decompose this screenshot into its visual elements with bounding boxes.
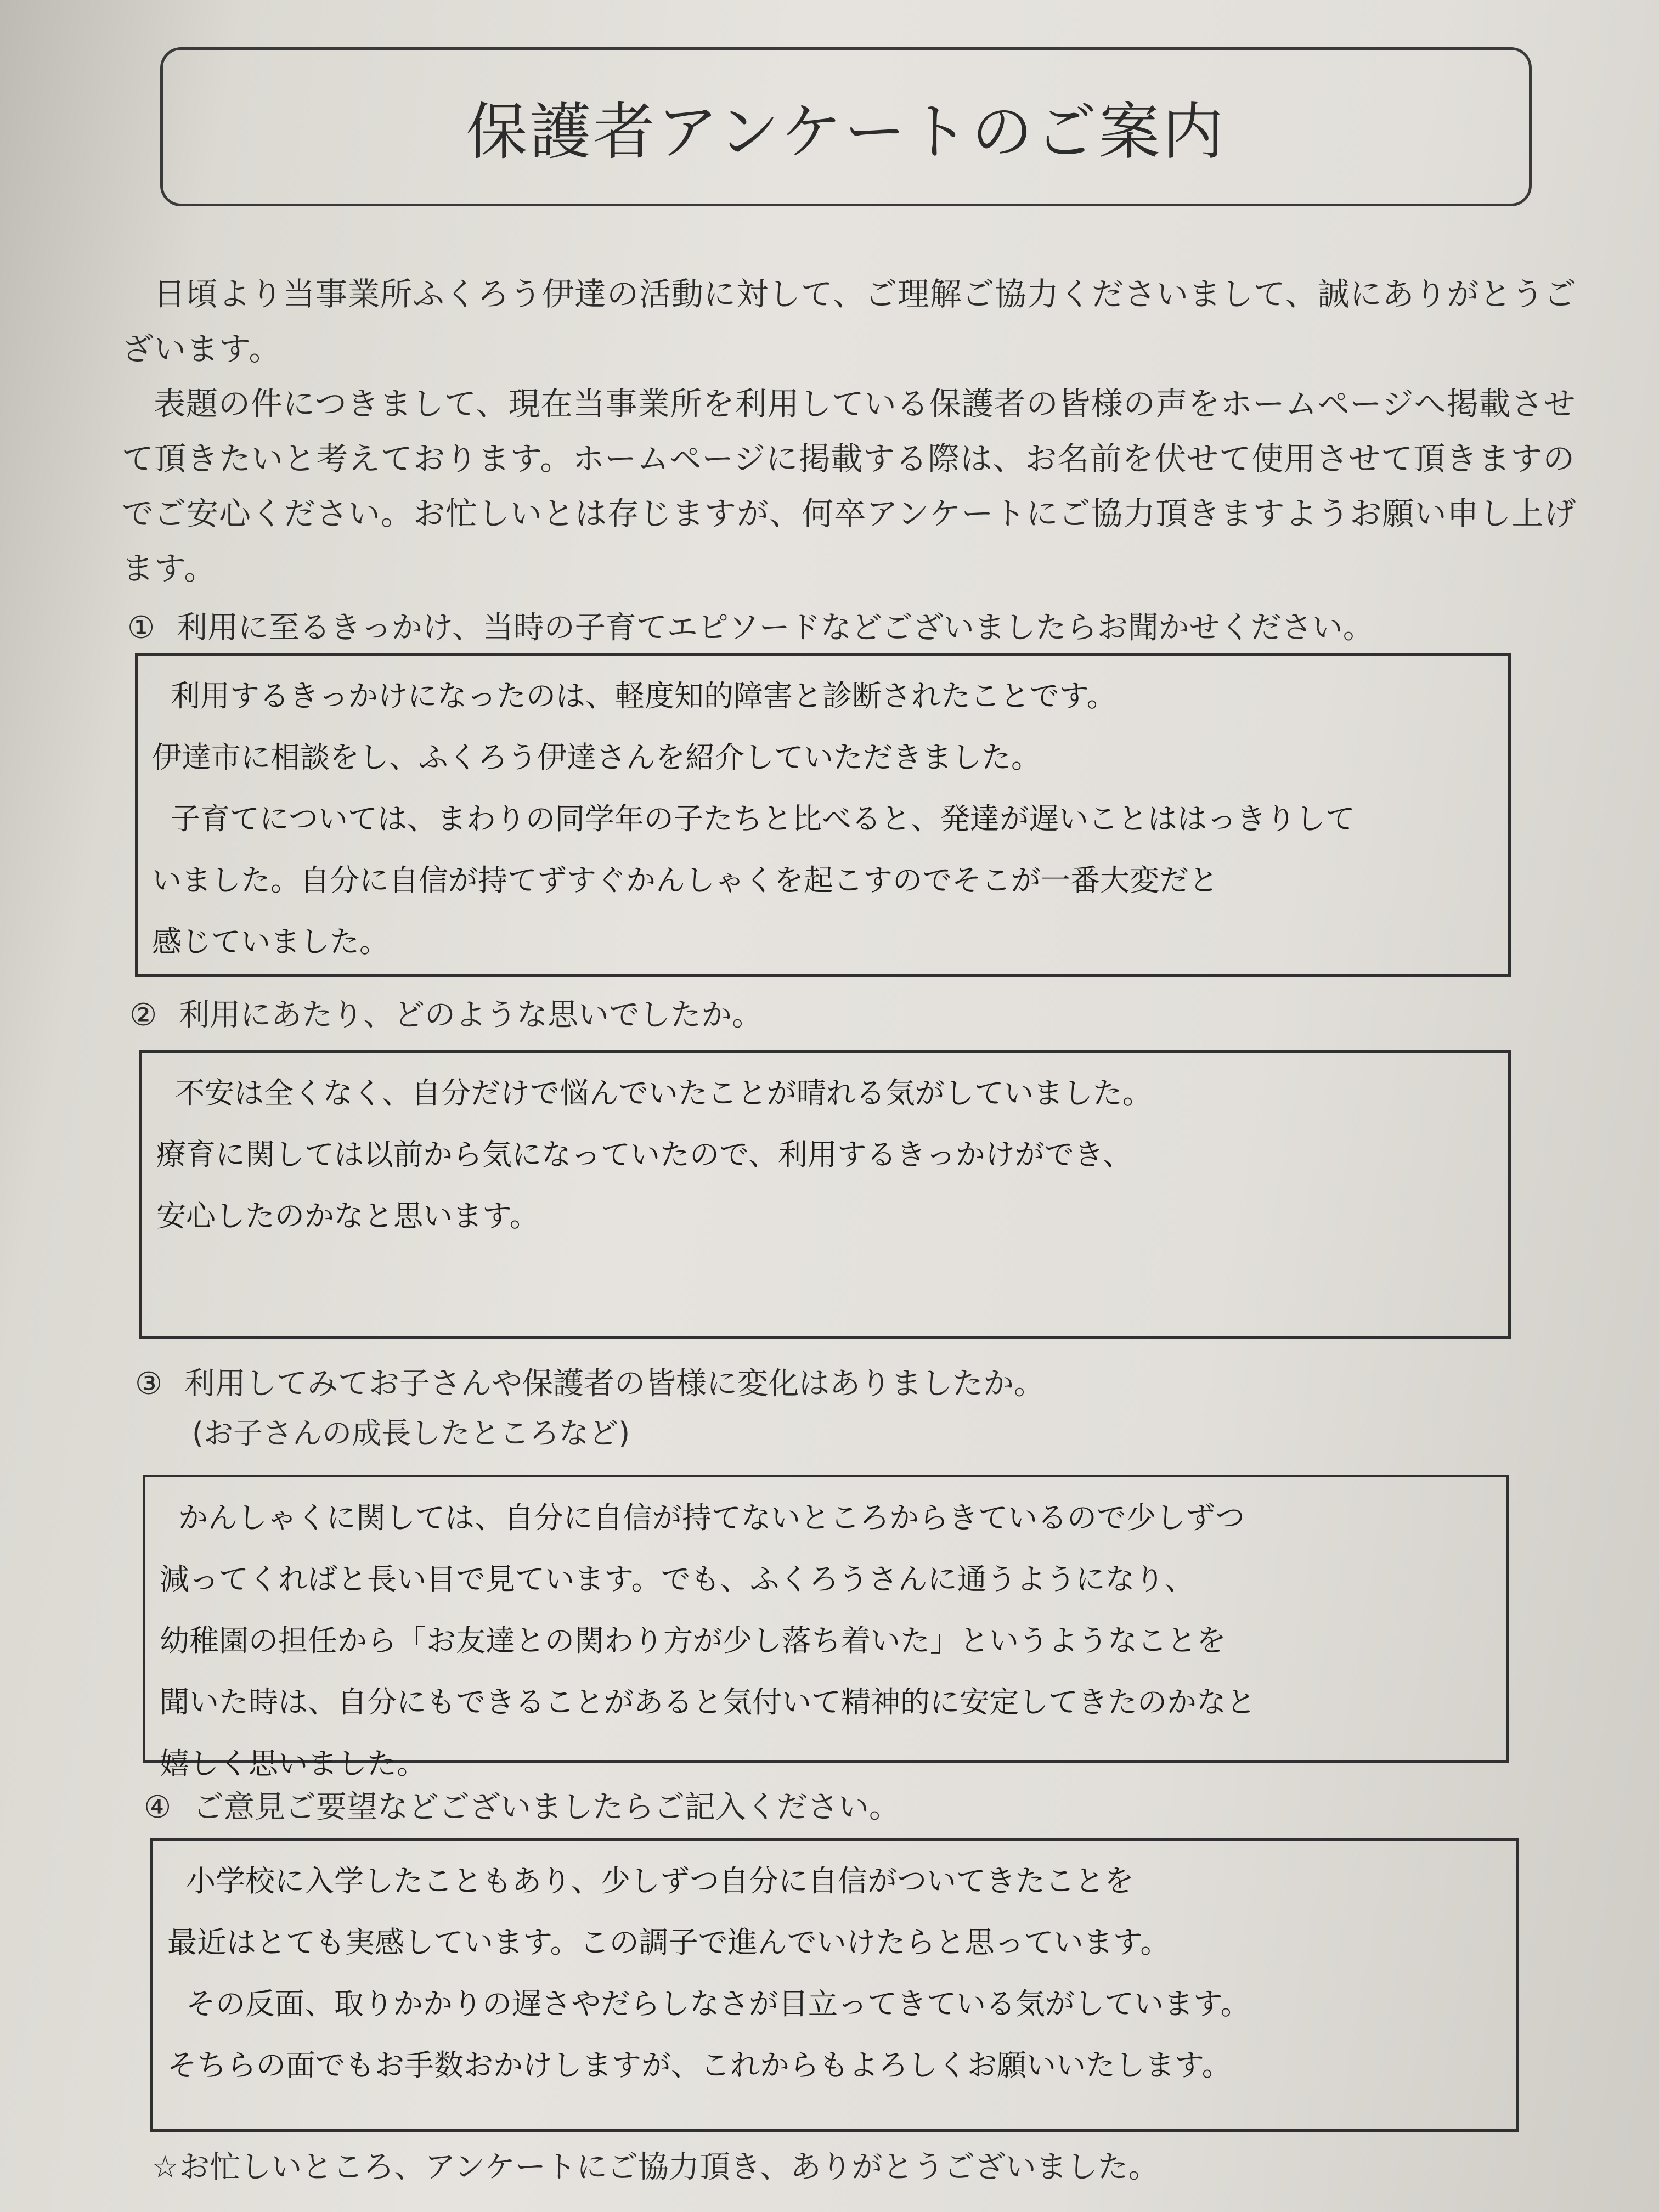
answer-line: かんしゃくに関しては、自分に自信が持てないところからきているので少しずつ bbox=[178, 1500, 1245, 1535]
question-3 bbox=[135, 1359, 1045, 1403]
answer-line: 子育てについては、まわりの同学年の子たちと比べると、発達が遅いことははっきりして bbox=[171, 802, 1355, 836]
question-3-subtext: (お子さんの成長したところなど) bbox=[192, 1416, 630, 1451]
intro-paragraph-2: 表題の件につきまして、現在当事業所を利用している保護者の皆様の声をホームページへ掲載させて頂きたいと考えております。ホームページに掲載する際は、お名前を伏せて使用させて頂きますのでご安心ください。お忙しいとは存じますが、何卒アンケートにご協力頂きますようお願い申し上げます。 bbox=[122, 385, 1577, 587]
answer-line: 聞いた時は、自分にもできることがあると気付いて精神的に安定してきたのかなと bbox=[160, 1685, 1256, 1719]
answer-line: 利用するきっかけになったのは、軽度知的障害と診断されたことです。 bbox=[171, 679, 1116, 713]
question-text: 利用してみてお子さんや保護者の皆様に変化はありましたか。 bbox=[184, 1366, 1045, 1402]
answer-line: 療育に関しては以前から気になっていたので、利用するきっかけができ、 bbox=[156, 1137, 1132, 1172]
answer-box-4 bbox=[150, 1838, 1519, 2132]
answer-line: 最近はとても実感しています。この調子で進んでいけたらと思っています。 bbox=[167, 1925, 1170, 1960]
question-4 bbox=[144, 1783, 900, 1827]
question-text: 利用に至るきっかけ、当時の子育てエピソードなどございましたらお聞かせください。 bbox=[177, 610, 1374, 646]
answer-box-2 bbox=[139, 1050, 1511, 1339]
question-1 bbox=[127, 603, 1374, 647]
answer-line: そちらの面でもお手数おかけしますが、これからもよろしくお願いいたします。 bbox=[167, 2048, 1232, 2083]
question-number: ① bbox=[127, 610, 155, 646]
answer-line: 不安は全くなく、自分だけで悩んでいたことが晴れる気がしていました。 bbox=[175, 1076, 1152, 1110]
answer-line: 幼稚園の担任から「お友達との関わり方が少し落ち着いた」というようなことを bbox=[160, 1623, 1226, 1658]
answer-line: 安心したのかなと思います。 bbox=[156, 1199, 539, 1233]
title-box bbox=[160, 47, 1532, 206]
answer-line: 小学校に入学したこともあり、少しずつ自分に自信がついてきたことを bbox=[186, 1864, 1134, 1898]
answer-box-3 bbox=[143, 1475, 1509, 1781]
answer-line: その反面、取りかかりの遅さやだらしなさが目立ってきている気がしています。 bbox=[186, 1987, 1250, 2021]
answer-box-1 bbox=[135, 653, 1511, 977]
question-text: 利用にあたり、どのような思いでしたか。 bbox=[179, 997, 763, 1033]
question-number: ② bbox=[129, 997, 157, 1033]
answer-line: 嬉しく思いました。 bbox=[160, 1746, 426, 1781]
intro-paragraph-1: 日頃より当事業所ふくろう伊達の活動に対して、ご理解ご協力くださいまして、誠にありがとうございます。 bbox=[122, 275, 1577, 368]
answer-line: 減ってくればと長い目で見ています。でも、ふくろうさんに通うようになり、 bbox=[160, 1562, 1194, 1596]
answer-line: いました。自分に自信が持てずすぐかんしゃくを起こすのでそこが一番大変だと bbox=[152, 863, 1218, 898]
question-2 bbox=[129, 991, 763, 1035]
intro-text bbox=[122, 267, 1581, 596]
page-title: 保護者アンケートのご案内 bbox=[466, 96, 1226, 168]
closing-note: ☆お忙しいところ、アンケートにご協力頂き、ありがとうございました。 bbox=[151, 2149, 1159, 2185]
answer-line: 感じていました。 bbox=[152, 924, 389, 959]
question-text: ご意見ご要望などございましたらご記入ください。 bbox=[193, 1790, 900, 1825]
question-number: ④ bbox=[144, 1790, 172, 1825]
question-number: ③ bbox=[135, 1366, 163, 1402]
answer-line: 伊達市に相談をし、ふくろう伊達さんを紹介していただきました。 bbox=[152, 740, 1041, 775]
